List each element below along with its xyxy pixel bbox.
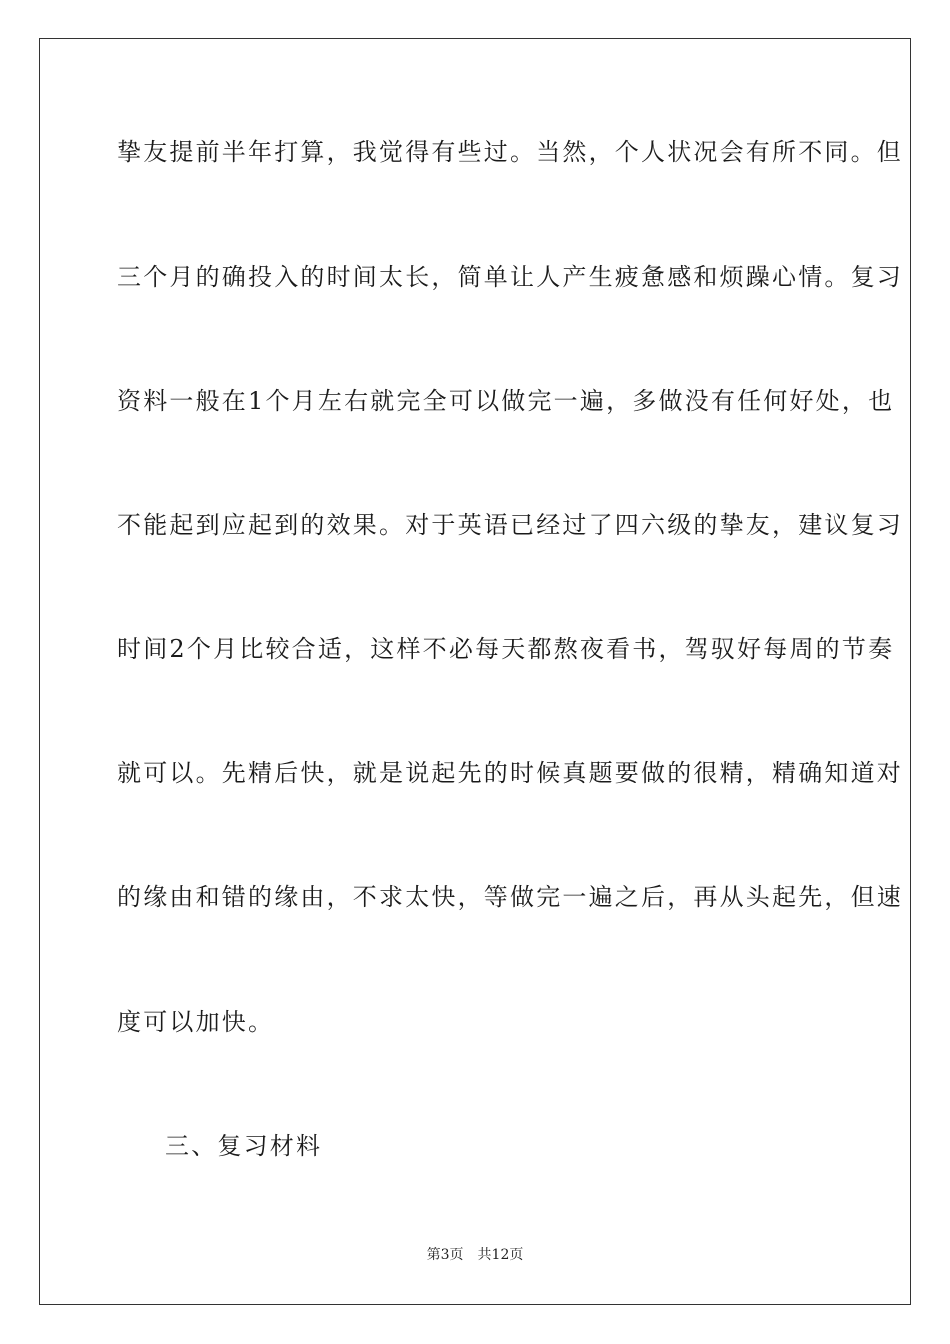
page-border <box>39 38 911 1305</box>
paragraph-line: 三个月的确投入的时间太长，简单让人产生疲惫感和烦躁心情。复习 <box>117 263 903 291</box>
paragraph-line: 的缘由和错的缘由，不求太快，等做完一遍之后，再从头起先，但速 <box>117 883 903 911</box>
page-number: 第3页 <box>426 1247 464 1263</box>
paragraph-line: 资料一般在1个月左右就完全可以做完一遍，多做没有任何好处，也 <box>117 387 895 415</box>
paragraph-line: 不能起到应起到的效果。对于英语已经过了四六级的挚友，建议复习 <box>117 511 903 539</box>
section-heading: 三、复习材料 <box>165 1132 323 1160</box>
paragraph-line: 度可以加快。 <box>117 1008 275 1036</box>
paragraph-line: 挚友提前半年打算，我觉得有些过。当然，个人状况会有所不同。但 <box>117 138 903 166</box>
page-footer <box>0 1246 950 1264</box>
page-total: 共12页 <box>477 1247 524 1263</box>
paragraph-line: 时间2个月比较合适，这样不必每天都熬夜看书，驾驭好每周的节奏 <box>117 635 895 663</box>
paragraph-line: 就可以。先精后快，就是说起先的时候真题要做的很精，精确知道对 <box>117 759 903 787</box>
